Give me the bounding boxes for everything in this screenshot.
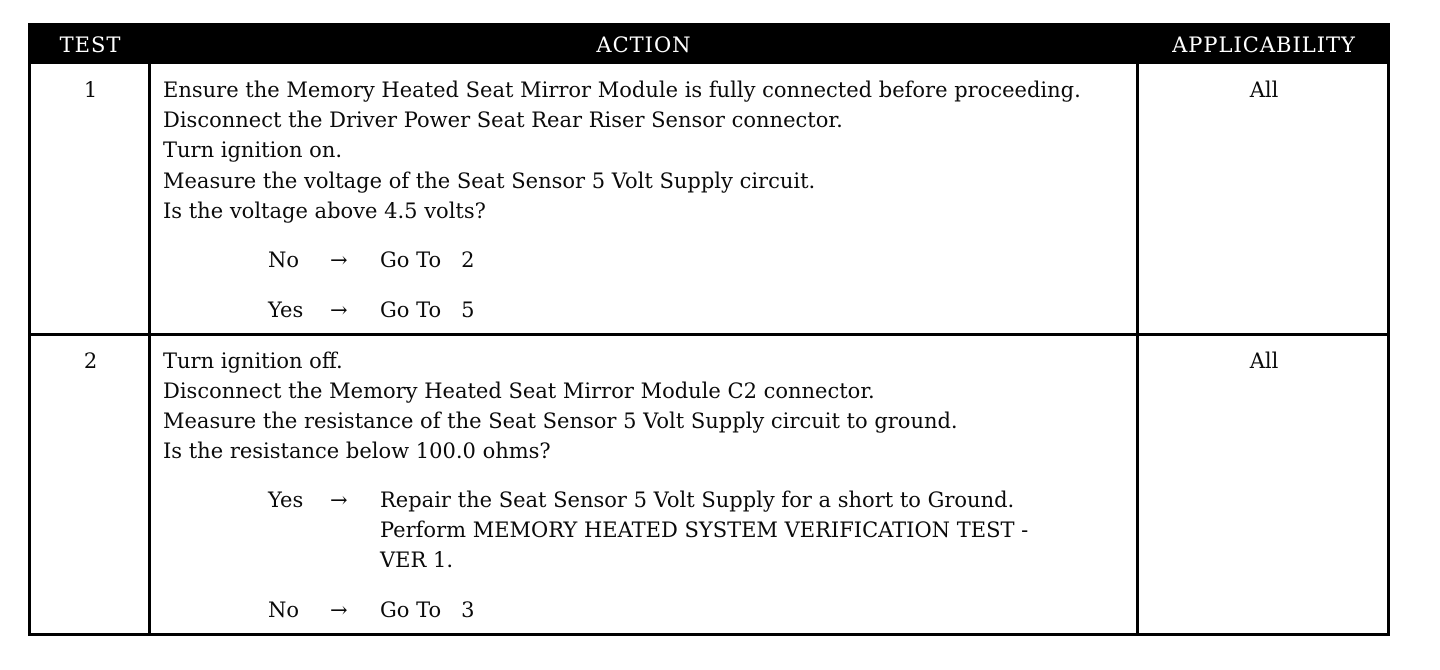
action-line: Disconnect the Driver Power Seat Rear Riser Sensor connector.: [163, 108, 843, 132]
header-action: ACTION: [596, 33, 692, 57]
action-line: Turn ignition off.: [163, 349, 343, 373]
header-applicability: APPLICABILITY: [1172, 33, 1356, 57]
result-text: Perform MEMORY HEATED SYSTEM VERIFICATION TEST -: [380, 518, 1029, 542]
answer-label: Yes: [268, 488, 304, 512]
arrow-icon: →: [330, 488, 348, 512]
answer-label: No: [268, 598, 300, 622]
result-text: Go To 3: [380, 598, 475, 622]
table-header: [31, 26, 1387, 64]
action-line: Turn ignition on.: [163, 138, 343, 162]
action-line: Disconnect the Memory Heated Seat Mirror Module C2 connector.: [163, 379, 875, 403]
answer-label: No: [268, 248, 300, 272]
result-text: VER 1.: [380, 548, 454, 572]
arrow-icon: →: [330, 598, 348, 622]
applicability-value: All: [1249, 349, 1279, 373]
answer-label: Yes: [268, 298, 304, 322]
action-line: Is the resistance below 100.0 ohms?: [163, 439, 551, 463]
diagnostic-test-table: [28, 23, 1390, 636]
arrow-icon: →: [330, 248, 348, 272]
result-text: Go To 2: [380, 248, 475, 272]
result-text: Go To 5: [380, 298, 475, 322]
header-test: TEST: [59, 33, 122, 57]
applicability-value: All: [1249, 78, 1279, 102]
test-number: 2: [83, 349, 98, 373]
action-line: Ensure the Memory Heated Seat Mirror Module is fully connected before proceeding.: [163, 78, 1081, 102]
action-line: Measure the voltage of the Seat Sensor 5 Volt Supply circuit.: [163, 169, 816, 193]
test-number: 1: [83, 78, 98, 102]
result-text: Repair the Seat Sensor 5 Volt Supply for a short to Ground.: [380, 488, 1015, 512]
action-line: Measure the resistance of the Seat Sensor 5 Volt Supply circuit to ground.: [163, 409, 958, 433]
arrow-icon: →: [330, 298, 348, 322]
row-divider: [31, 333, 1387, 336]
action-line: Is the voltage above 4.5 volts?: [163, 199, 486, 223]
